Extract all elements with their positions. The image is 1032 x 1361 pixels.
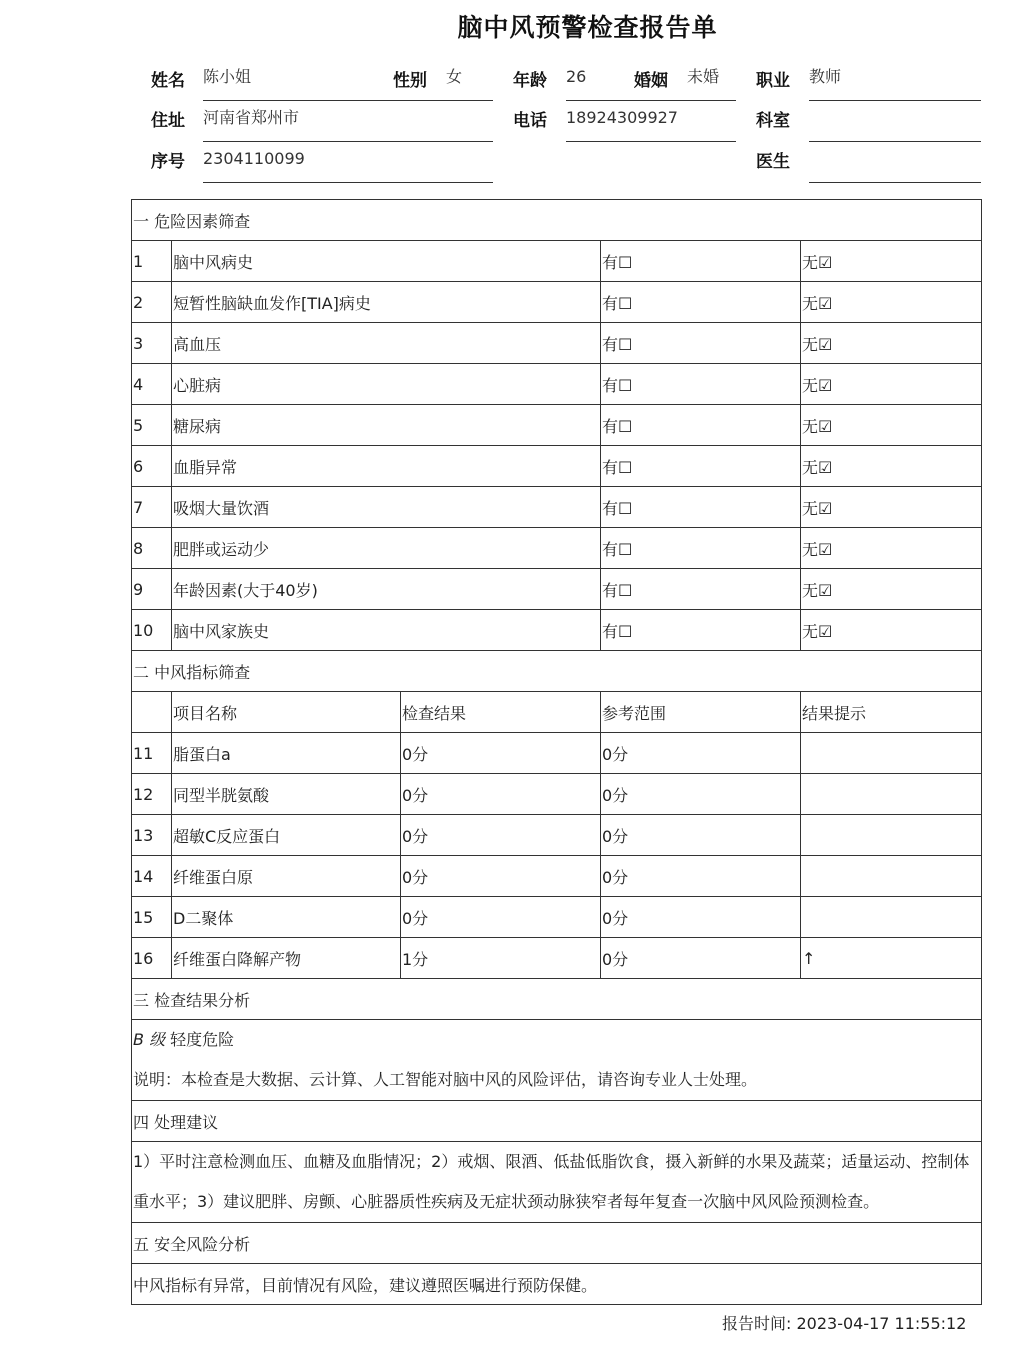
- risk-factor-row: [132, 569, 982, 610]
- risk-factor-name: 短暂性脑缺血发作[TIA]病史: [172, 282, 601, 323]
- row-number: 10: [132, 610, 172, 651]
- risk-factor-name: 糖尿病: [172, 405, 601, 446]
- age-label: 年龄: [513, 71, 547, 91]
- risk-factor-row: [132, 241, 982, 282]
- risk-factor-row: [132, 446, 982, 487]
- option-yes: 有☐: [601, 569, 801, 610]
- column-header: 检查结果: [401, 692, 601, 733]
- safety-text: 中风指标有异常，目前情况有风险，建议遵照医嘱进行预防保健。: [132, 1264, 982, 1305]
- analysis-note: 说明：本检查是大数据、云计算、人工智能对脑中风的风险评估，请咨询专业人士处理。: [133, 1070, 758, 1089]
- row-number: 12: [132, 774, 172, 815]
- indicator-hint: [801, 733, 982, 774]
- job-underline: [809, 100, 981, 101]
- indicator-name: 纤维蛋白降解产物: [172, 938, 401, 979]
- risk-factor-name: 吸烟大量饮酒: [172, 487, 601, 528]
- analysis-cell: [132, 1020, 982, 1101]
- age-value: 26: [566, 67, 587, 86]
- option-no: 无☑: [801, 323, 982, 364]
- indicator-row: [132, 856, 982, 897]
- dept-label: 科室: [756, 111, 790, 131]
- report-title: 脑中风预警检查报告单: [457, 13, 718, 42]
- phone-value: 18924309927: [566, 108, 678, 127]
- doctor-label: 医生: [756, 152, 790, 172]
- option-no: 无☑: [801, 528, 982, 569]
- row-number: 3: [132, 323, 172, 364]
- indicator-row: [132, 938, 982, 979]
- row-number: 4: [132, 364, 172, 405]
- indicator-name: 脂蛋白a: [172, 733, 401, 774]
- indicator-hint: [801, 774, 982, 815]
- indicator-hint: [801, 856, 982, 897]
- name-gender-underline: [203, 100, 493, 101]
- option-no: 无☑: [801, 569, 982, 610]
- risk-factor-name: 年龄因素(大于40岁): [172, 569, 601, 610]
- phone-label: 电话: [513, 111, 547, 131]
- indicator-result: 0分: [401, 774, 601, 815]
- indicator-row: [132, 733, 982, 774]
- section-header: [132, 1101, 982, 1142]
- row-number: 16: [132, 938, 172, 979]
- marital-value: 未婚: [687, 67, 720, 86]
- risk-factor-name: 肥胖或运动少: [172, 528, 601, 569]
- indicator-result: 1分: [401, 938, 601, 979]
- option-yes: 有☐: [601, 528, 801, 569]
- indicator-name: D二聚体: [172, 897, 401, 938]
- risk-factor-row: [132, 528, 982, 569]
- option-yes: 有☐: [601, 323, 801, 364]
- row-number: 8: [132, 528, 172, 569]
- marital-label: 婚姻: [634, 71, 668, 91]
- indicator-range: 0分: [601, 733, 801, 774]
- indicator-hint: [801, 815, 982, 856]
- indicator-row: [132, 815, 982, 856]
- gender-value: 女: [446, 67, 463, 86]
- option-no: 无☑: [801, 487, 982, 528]
- option-yes: 有☐: [601, 282, 801, 323]
- indicator-range: 0分: [601, 815, 801, 856]
- risk-grade: B 级: [133, 1030, 166, 1049]
- option-yes: 有☐: [601, 446, 801, 487]
- option-no: 无☑: [801, 282, 982, 323]
- section4-title: 四 处理建议: [132, 1101, 982, 1142]
- serial-underline: [203, 182, 493, 183]
- risk-factor-row: [132, 364, 982, 405]
- indicator-result: 0分: [401, 897, 601, 938]
- advice-text: 1）平时注意检测血压、血糖及血脂情况；2）戒烟、限酒、低盐低脂饮食，摄入新鲜的水果及蔬菜；适量运动、控制体重水平；3）建议肥胖、房颤、心脏器质性疾病及无症状颈动脉狭窄者每年复查一次脑中风风险预测检查。: [132, 1142, 982, 1223]
- column-header: 参考范围: [601, 692, 801, 733]
- indicator-range: 0分: [601, 774, 801, 815]
- option-yes: 有☐: [601, 364, 801, 405]
- risk-grade-text: 轻度危险: [170, 1030, 235, 1049]
- gender-label: 性别: [393, 71, 427, 91]
- indicator-row: [132, 897, 982, 938]
- risk-factor-name: 脑中风病史: [172, 241, 601, 282]
- section-header: [132, 200, 982, 241]
- indicator-result: 0分: [401, 856, 601, 897]
- risk-factor-row: [132, 610, 982, 651]
- row-number: 15: [132, 897, 172, 938]
- row-number: 9: [132, 569, 172, 610]
- report-table: [131, 199, 982, 1305]
- option-no: 无☑: [801, 610, 982, 651]
- option-no: 无☑: [801, 405, 982, 446]
- indicator-name: 超敏C反应蛋白: [172, 815, 401, 856]
- indicator-range: 0分: [601, 897, 801, 938]
- indicator-result: 0分: [401, 815, 601, 856]
- job-value: 教师: [809, 67, 842, 86]
- dept-underline: [809, 141, 981, 142]
- section-header: [132, 651, 982, 692]
- risk-factor-name: 心脏病: [172, 364, 601, 405]
- indicator-row: [132, 774, 982, 815]
- option-yes: 有☐: [601, 405, 801, 446]
- risk-factor-row: [132, 487, 982, 528]
- option-yes: 有☐: [601, 241, 801, 282]
- age-marital-underline: [566, 100, 736, 101]
- option-yes: 有☐: [601, 610, 801, 651]
- section3-title: 三 检查结果分析: [132, 979, 982, 1020]
- row-number: 5: [132, 405, 172, 446]
- row-number: 13: [132, 815, 172, 856]
- option-no: 无☑: [801, 364, 982, 405]
- risk-grade-line: [133, 1020, 981, 1060]
- risk-factor-row: [132, 282, 982, 323]
- risk-factor-name: 血脂异常: [172, 446, 601, 487]
- indicator-hint: [801, 897, 982, 938]
- indicator-result: 0分: [401, 733, 601, 774]
- row-number: 7: [132, 487, 172, 528]
- address-value: 河南省郑州市: [203, 108, 300, 127]
- advice-row: [132, 1142, 982, 1223]
- section5-title: 五 安全风险分析: [132, 1223, 982, 1264]
- header-blank: [132, 692, 172, 733]
- option-no: 无☑: [801, 446, 982, 487]
- name-value: 陈小姐: [203, 67, 252, 86]
- row-number: 1: [132, 241, 172, 282]
- address-label: 住址: [151, 111, 185, 131]
- section2-title: 二 中风指标筛查: [132, 651, 982, 692]
- address-underline: [203, 141, 493, 142]
- row-number: 6: [132, 446, 172, 487]
- phone-underline: [566, 141, 736, 142]
- analysis-row: [132, 1020, 982, 1101]
- indicator-range: 0分: [601, 938, 801, 979]
- column-header: 项目名称: [172, 692, 401, 733]
- doctor-underline: [809, 182, 981, 183]
- section-header: [132, 1223, 982, 1264]
- risk-factor-row: [132, 405, 982, 446]
- indicator-hint: ↑: [801, 938, 982, 979]
- row-number: 2: [132, 282, 172, 323]
- indicator-range: 0分: [601, 856, 801, 897]
- job-label: 职业: [756, 71, 790, 91]
- risk-factor-name: 脑中风家族史: [172, 610, 601, 651]
- indicator-name: 纤维蛋白原: [172, 856, 401, 897]
- serial-label: 序号: [151, 152, 185, 172]
- row-number: 14: [132, 856, 172, 897]
- indicator-header-row: [132, 692, 982, 733]
- section1-title: 一 危险因素筛查: [132, 200, 982, 241]
- safety-row: [132, 1264, 982, 1305]
- name-label: 姓名: [151, 71, 185, 91]
- section-header: [132, 979, 982, 1020]
- row-number: 11: [132, 733, 172, 774]
- report-time: 报告时间: 2023-04-17 11:55:12: [722, 1314, 967, 1333]
- option-no: 无☑: [801, 241, 982, 282]
- indicator-name: 同型半胱氨酸: [172, 774, 401, 815]
- serial-value: 2304110099: [203, 149, 305, 168]
- column-header: 结果提示: [801, 692, 982, 733]
- risk-factor-name: 高血压: [172, 323, 601, 364]
- option-yes: 有☐: [601, 487, 801, 528]
- risk-factor-row: [132, 323, 982, 364]
